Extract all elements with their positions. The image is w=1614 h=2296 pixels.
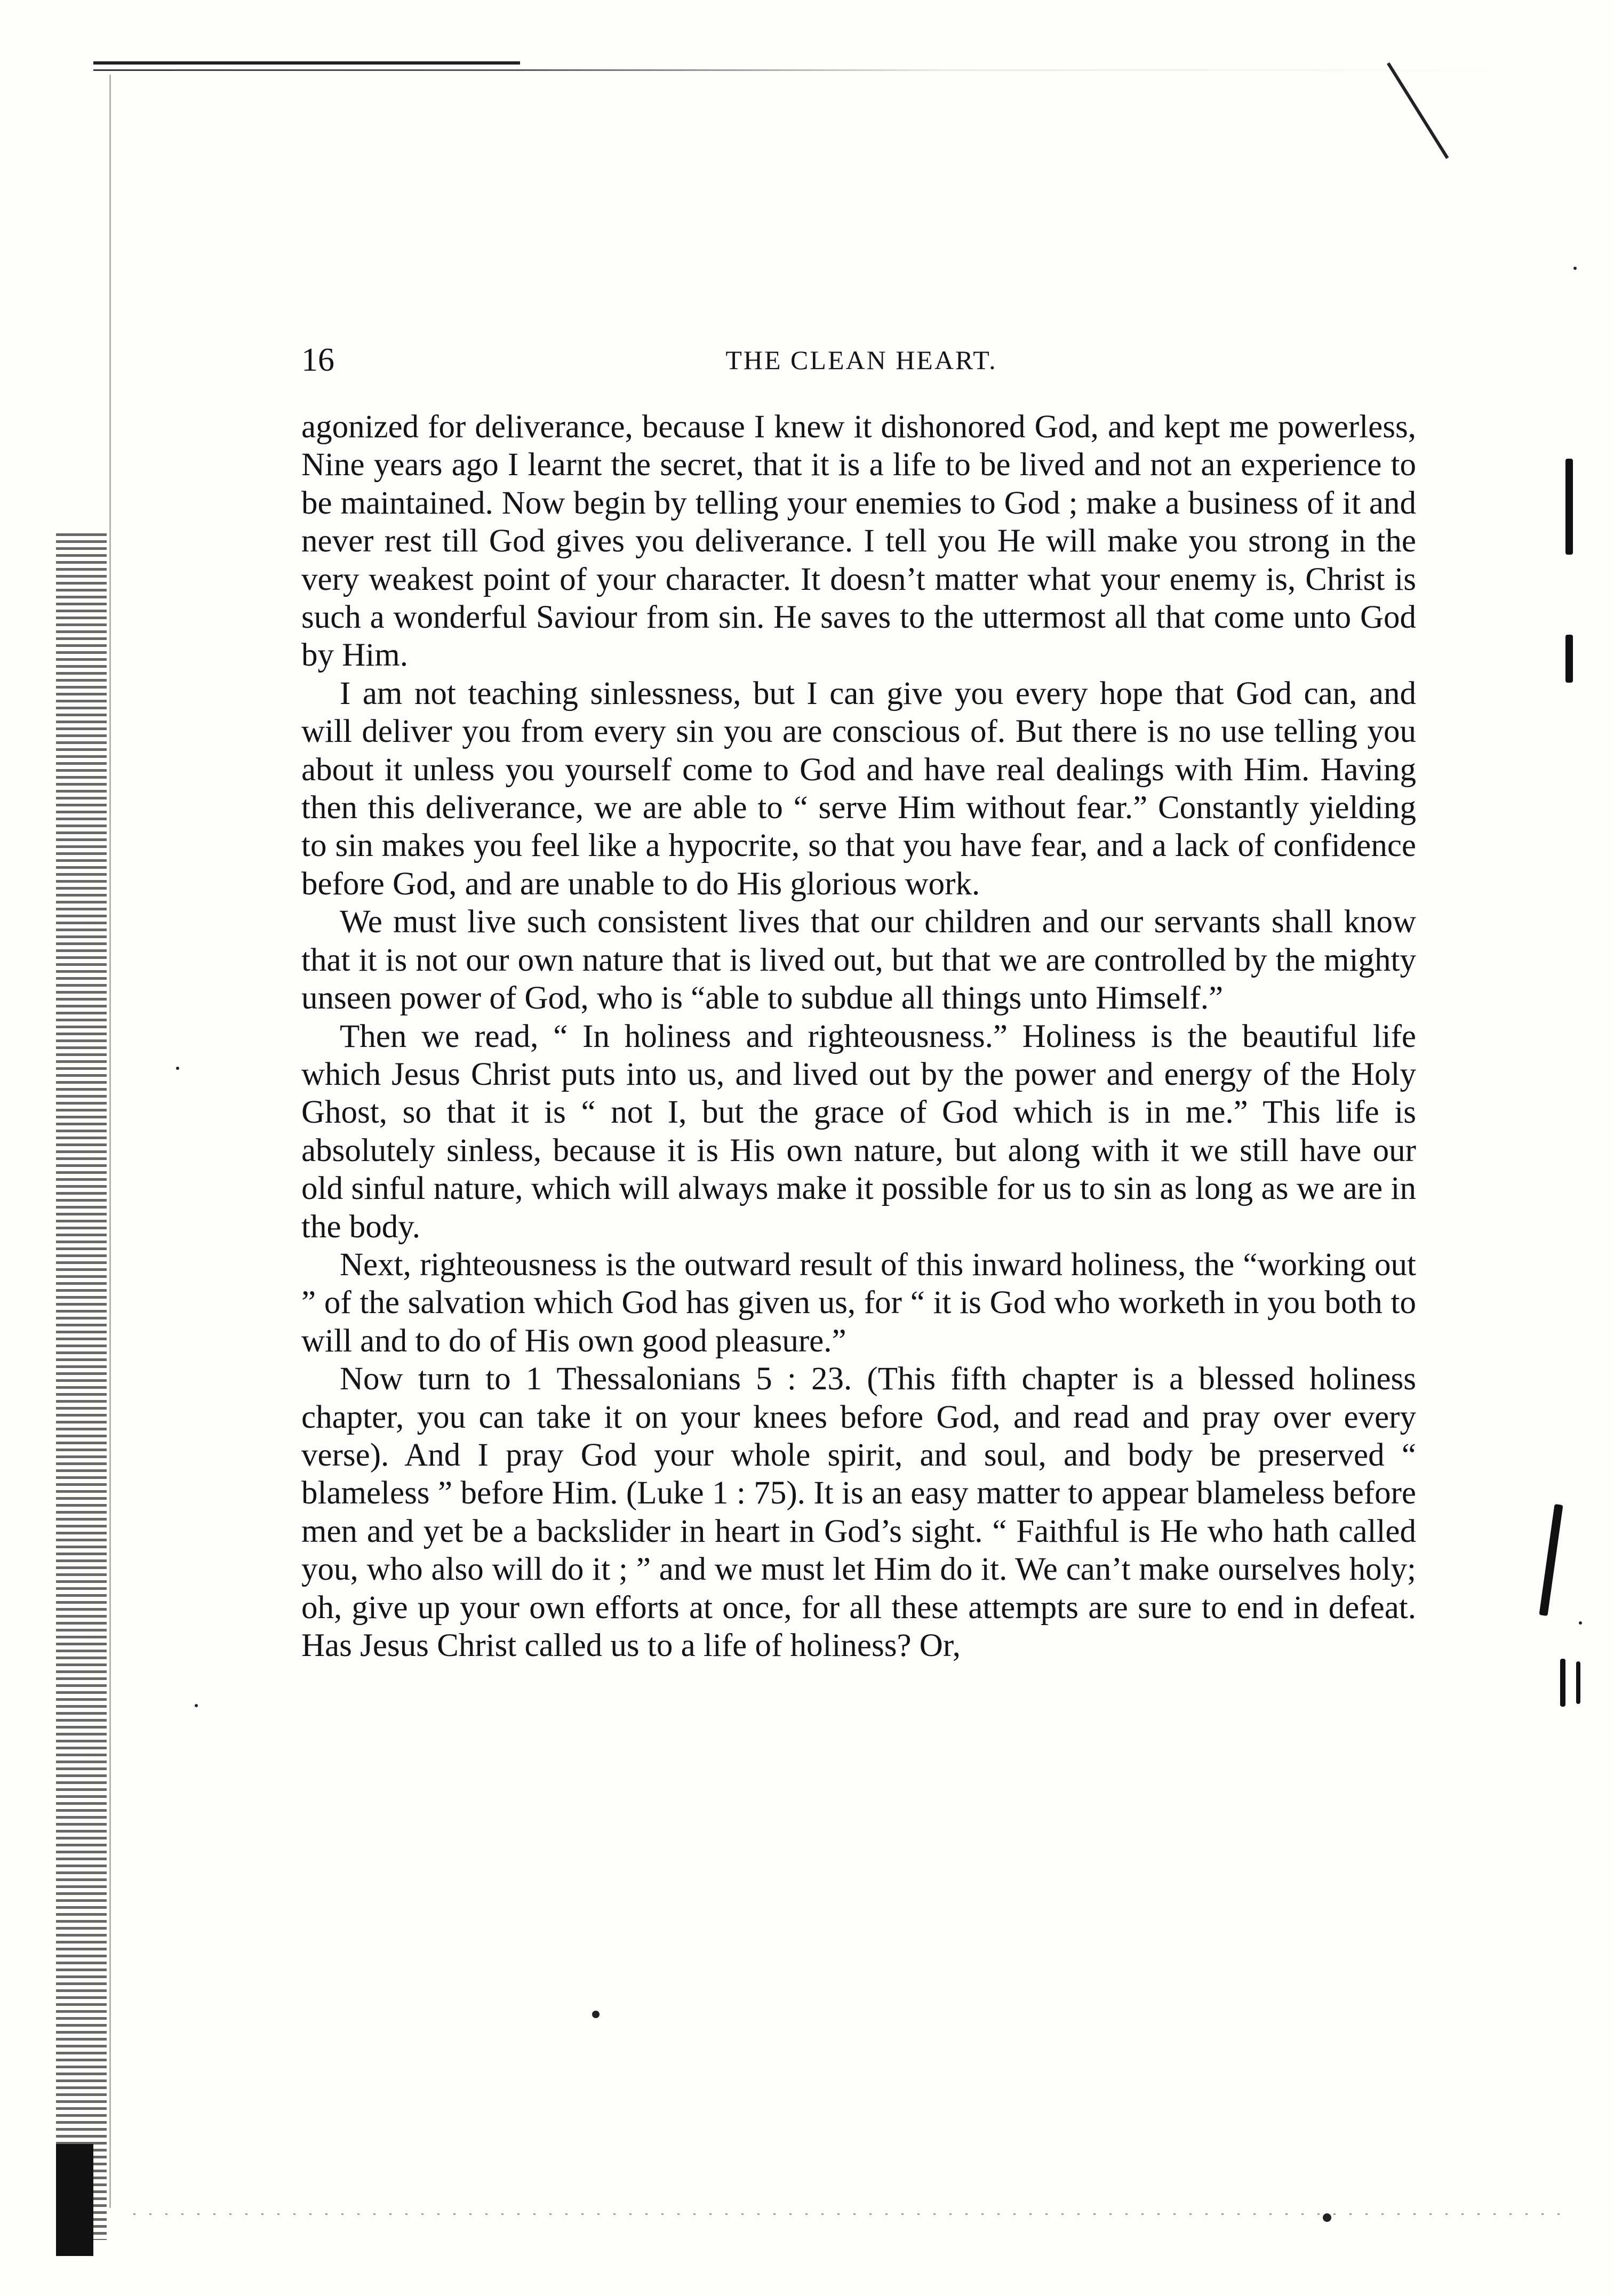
- scan-corner-mark: [1387, 62, 1449, 159]
- scan-speck: [592, 2011, 600, 2018]
- scan-speck: [1579, 1621, 1582, 1625]
- paragraph: Next, righteousness is the outward result of this inward holiness, the “working out ” of the salvation which God has given us, for “ it is God who worketh in you both to will and to do of His own good pleasure.”: [301, 1246, 1416, 1359]
- paragraph: Then we read, “ In holiness and righteousness.” Holiness is the beautiful life which Jesus Christ puts into us, and lived out by the power and energy of the Holy Ghost, so that it is “ not I, but the grace of God which is in me.” This life is absolutely sinless, because it is His own nature, but along with it we still have our old sinful nature, which will always make it possible for us to sin as long as we are in the body.: [301, 1018, 1416, 1245]
- paragraph: Now turn to 1 Thessalonians 5 : 23. (This fifth chapter is a blessed holiness chapter, you can take it on your knees before God, and read and pray over every verse). And I pray God your whole spirit, and soul, and body be preserved “ blameless ” before Him. (Luke 1 : 75). It is an easy matter to appear blameless before men and yet be a backslider in heart in God’s sight. “ Faithful is He who hath called you, who also will do it ; ” and we must let Him do it. We can’t make ourselves holy; oh, give up your own efforts at once, for all these attempts are sure to end in defeat. Has Jesus Christ called us to a life of holiness? Or,: [301, 1361, 1416, 1663]
- scan-binding-edge: [56, 533, 107, 2240]
- scan-rule-top: [93, 61, 520, 65]
- scan-right-mark: [1565, 459, 1573, 555]
- scan-binding-shadow: [56, 2144, 93, 2256]
- body-text: [301, 408, 1416, 1665]
- paragraph: I am not teaching sinlessness, but I can give you every hope that God can, and will deliver you from every sin you are conscious of. But there is no use telling you about it unless you yourself come to God and have real dealings with Him. Having then this deliverance, we are able to “ serve Him without fear.” Constantly yielding to sin makes you feel like a hypocrite, so that you have fear, and a lack of confidence before God, and are unable to do His glorious work.: [301, 675, 1416, 902]
- scan-speck: [1573, 267, 1577, 270]
- running-title: THE CLEAN HEART.: [725, 345, 997, 375]
- scan-right-mark: [1560, 1659, 1565, 1707]
- scan-speck: [195, 1704, 198, 1707]
- scan-speck: [176, 1067, 179, 1070]
- scan-speck: [1323, 2213, 1331, 2222]
- scan-right-mark: [1565, 635, 1573, 683]
- paragraph: We must live such consistent lives that our children and our servants shall know that it is not our own nature that is lived out, but that we are controlled by the mighty unseen power of God, who is “able to subdue all things unto Himself.”: [301, 904, 1416, 1017]
- scan-rule-top-faint: [93, 69, 1507, 71]
- paragraph: agonized for deliverance, because I knew it dishonored God, and kept me powerless, Nine years ago I learnt the secret, that it is a life to be lived and not an experience to be maintained. Now begin by telling your enemies to God ; make a business of it and never rest till God gives you deliverance. I tell you He will make you strong in the very weakest point of your character. It doesn’t matter what your enemy is, Christ is such a wonderful Saviour from sin. He saves to the uttermost all that come unto God by Him.: [301, 409, 1416, 674]
- scan-left-margin-line: [109, 75, 111, 2208]
- scan-right-mark: [1576, 1661, 1580, 1704]
- scan-right-mark: [1539, 1504, 1563, 1616]
- running-head: [301, 339, 1421, 381]
- page-number: 16: [301, 342, 334, 378]
- scan-bottom-specks: [133, 2213, 1573, 2215]
